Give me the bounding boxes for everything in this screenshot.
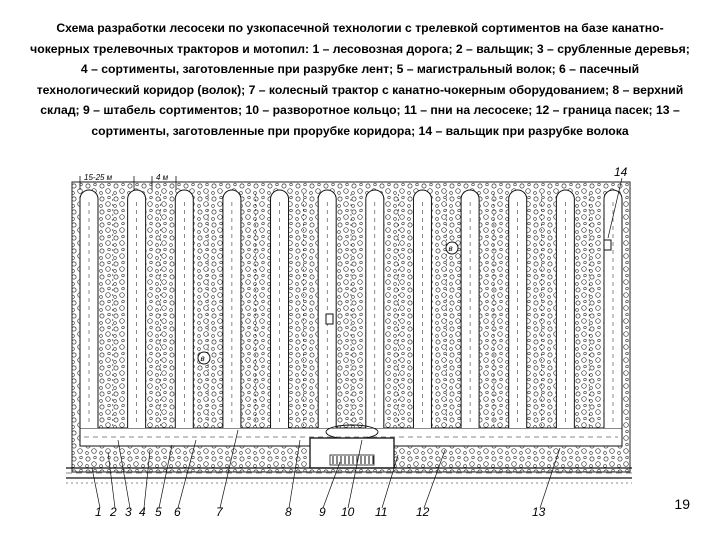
callout-2: 2	[110, 505, 117, 519]
feller-symbol	[326, 314, 333, 324]
callout-3: 3	[125, 505, 132, 519]
callout-7: 7	[216, 505, 223, 519]
callout-11: 11	[375, 505, 388, 519]
callout-8: 8	[285, 505, 292, 519]
callout-5: 5	[155, 505, 162, 519]
callout-9: 9	[319, 505, 326, 519]
tractor-marker-label: в	[200, 354, 205, 363]
upper-landing	[310, 438, 394, 468]
callout-12: 12	[416, 505, 430, 519]
callout-10: 10	[341, 505, 355, 519]
page-number: 19	[674, 496, 690, 512]
callout-1: 1	[95, 505, 102, 519]
callout-14: 14	[614, 165, 628, 179]
feller-symbol	[604, 240, 611, 250]
strip-width-label: 15-25 м	[84, 173, 113, 182]
callout-13: 13	[532, 505, 546, 519]
tractor-marker-label: в	[448, 244, 453, 253]
callout-4: 4	[139, 505, 146, 519]
figure-caption: Схема разработки лесосеки по узкопасечной технологии с трелевкой сортиментов на базе канатно-чокерных трелевочных тракторов и мотопил: 1 – лесовозная дорога; 2 – вальщик; 3 – срубленные деревья; 4 – сортименты, заготовленные при разрубке лент; 5 – магистральный волок; 6 – пасечный технологический коридор (волок); 7 – колесный трактор с канатно-чокерным оборудованием; 8 – верхний склад; 9 – штабель сортиментов; 10 – разворотное кольцо; 11 – пни на лесосеке; 12 – граница пасек; 13 – сортименты, заготовленные при прорубке коридора; 14 – вальщик при разрубке волока	[30, 21, 690, 138]
callout-6: 6	[174, 505, 181, 519]
corridor-width-label: 4 м	[156, 173, 169, 182]
